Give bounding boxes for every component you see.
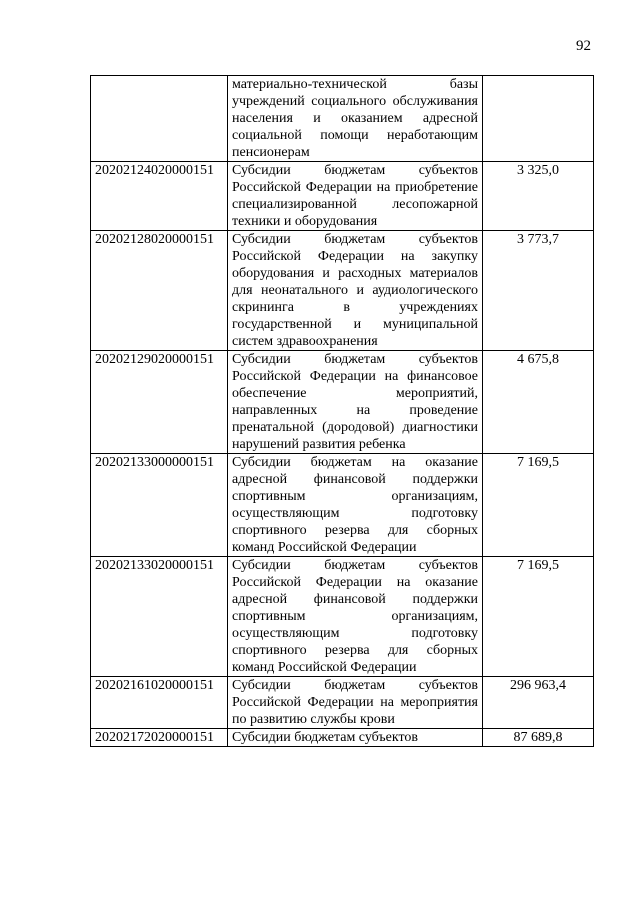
- budget-code: 20202124020000151: [91, 162, 228, 231]
- budget-item-name: Субсидии бюджетам субъектов: [228, 729, 483, 747]
- budget-item-name: Субсидии бюджетам субъектов Российской Федерации на оказание адресной финансовой поддержки спортивным организациям, осуществляющим подготовку спортивного резерва для сборных команд Российской Федерации: [228, 557, 483, 677]
- budget-item-name: Субсидии бюджетам субъектов Российской Федерации на финансовое обеспечение мероприятий, направленных на проведение пренатальной (дородовой) диагностики нарушений развития ребенка: [228, 351, 483, 454]
- budget-amount: 87 689,8: [483, 729, 594, 747]
- budget-table: [90, 75, 594, 747]
- table-row: [91, 162, 594, 231]
- budget-item-name: Субсидии бюджетам субъектов Российской Федерации на мероприятия по развитию службы крови: [228, 677, 483, 729]
- budget-code: 20202133000000151: [91, 454, 228, 557]
- page-number: 92: [576, 38, 591, 54]
- table-row: [91, 677, 594, 729]
- budget-item-name: Субсидии бюджетам субъектов Российской Федерации на приобретение специализированной лесопожарной техники и оборудования: [228, 162, 483, 231]
- budget-amount: [483, 76, 594, 162]
- table-row: [91, 351, 594, 454]
- budget-code: 20202161020000151: [91, 677, 228, 729]
- budget-amount: 296 963,4: [483, 677, 594, 729]
- budget-amount: 7 169,5: [483, 454, 594, 557]
- budget-amount: 3 325,0: [483, 162, 594, 231]
- budget-item-name: Субсидии бюджетам субъектов Российской Федерации на закупку оборудования и расходных материалов для неонатального и аудиологического скрининга в учреждениях государственной и муниципальной систем здравоохранения: [228, 231, 483, 351]
- budget-code: 20202128020000151: [91, 231, 228, 351]
- table-row: [91, 76, 594, 162]
- budget-code: [91, 76, 228, 162]
- budget-code: 20202172020000151: [91, 729, 228, 747]
- budget-amount: 4 675,8: [483, 351, 594, 454]
- budget-amount: 7 169,5: [483, 557, 594, 677]
- table-row: [91, 231, 594, 351]
- budget-code: 20202129020000151: [91, 351, 228, 454]
- budget-code: 20202133020000151: [91, 557, 228, 677]
- table-row: [91, 729, 594, 747]
- table-row: [91, 454, 594, 557]
- budget-amount: 3 773,7: [483, 231, 594, 351]
- budget-item-name: материально-технической базы учреждений социального обслуживания населения и оказанием адресной социальной помощи неработающим пенсионерам: [228, 76, 483, 162]
- budget-item-name: Субсидии бюджетам на оказание адресной финансовой поддержки спортивным организациям, осуществляющим подготовку спортивного резерва для сборных команд Российской Федерации: [228, 454, 483, 557]
- table-row: [91, 557, 594, 677]
